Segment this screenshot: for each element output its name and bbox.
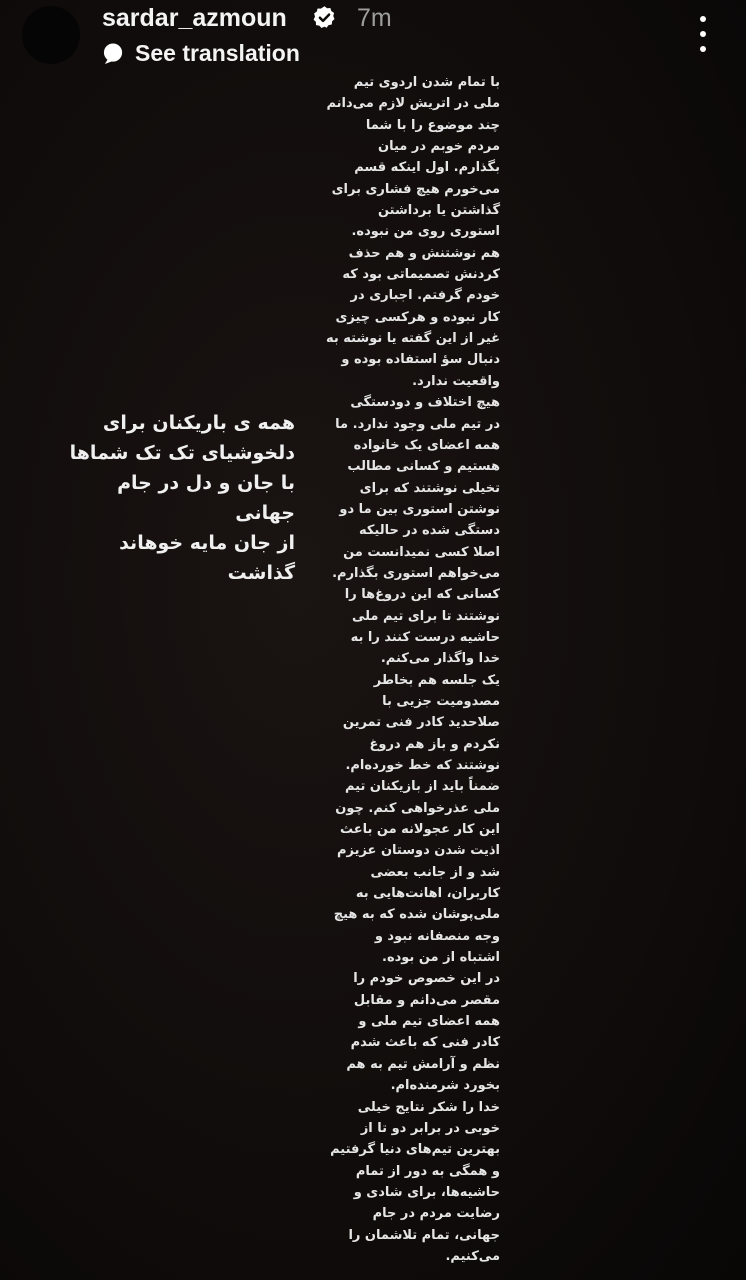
more-dot [700,16,706,22]
see-translation-label: See translation [135,39,300,66]
more-dot [700,46,706,52]
avatar[interactable] [22,6,80,64]
post-time: 7m [357,4,392,32]
see-translation-button[interactable] [102,36,300,70]
story-caption-left: همه ی باریکنان برای دلخوشیای تک تک شماها با جان و دل در جام جهانی از جان مایه خوهاند گذاشت [69,412,295,584]
more-dot [700,31,706,37]
more-options-icon[interactable] [688,14,718,54]
story-statement-text: با تمام شدن اردوی تیم ملی در اتریش لازم می‌دانم چند موضوع را با شما مردم خوبم در میان بگذارم. اول اینکه قسم می‌خورم هیچ فشاری برای گذاشتن یا برداشتن استوری روی من نبوده. هم نوشتنش و هم حذف کردنش تصمیماتی بود که خودم گرفتم. اجباری در کار نبوده و هرکسی چیزی غیر از این گفته یا نوشته به دنبال سؤ استفاده بوده و واقعیت ندارد. هیچ اختلاف و دودستگی در تیم ملی وجود ندارد. ما همه اعضای یک خانواده هستیم و کسانی مطالب تخیلی نوشتند که برای نوشتن استوری بین ما دو دستگی شده در حالیکه اصلا کسی نمیدانست من می‌خواهم استوری بگذارم. کسانی که این دروغ‌ها را نوشتند تا برای تیم ملی حاشیه درست کنند را به خدا واگذار می‌کنم. یک جلسه هم بخاطر مصدومیت جزیی با صلاحدید کادر فنی تمرین نکردم و باز هم دروغ نوشتند که خط خورده‌ام. ضمناً باید از بازیکنان تیم ملی عذرخواهی کنم. چون این کار عجولانه من باعث اذیت شدن دوستان عزیزم شد و از جانب بعضی کاربران، اهانت‌هایی به ملی‌پوشان شده که به هیچ وجه منصفانه نبود و اشتباه از من بوده. در این خصوص خودم را مقصر می‌دانم و مقابل همه اعضای تیم ملی و کادر فنی که باعث شدم نظم و آرامش تیم به هم بخورد شرمنده‌ام. خدا را شکر نتایج خیلی خوبی در برابر دو تا از بهترین تیم‌های دنیا گرفتیم و همگی به دور از تمام حاشیه‌ها، برای شادی و رضایت مردم در جام جهانی، تمام تلاشمان را می‌کنیم. [325,75,500,1264]
username[interactable]: sardar_azmoun [102,4,287,32]
verified-badge-icon [312,5,337,30]
translate-icon [102,42,125,65]
